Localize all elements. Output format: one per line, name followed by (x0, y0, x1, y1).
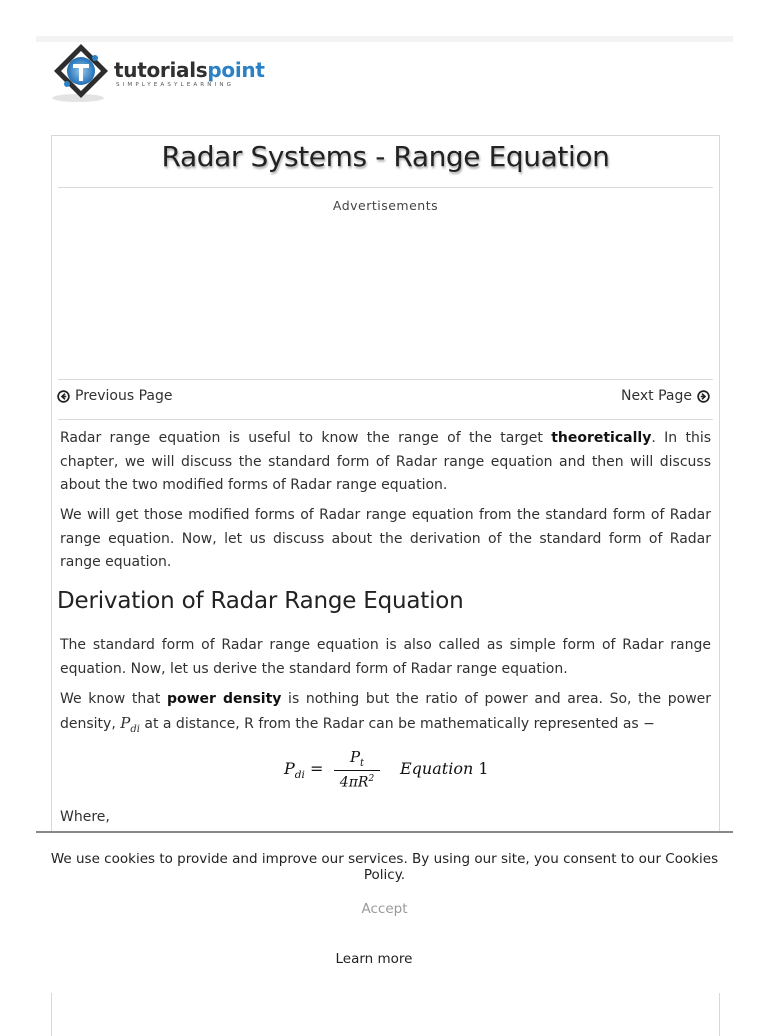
fraction-bar (334, 770, 380, 771)
num-sub: t (360, 758, 365, 769)
previous-page-label: Previous Page (75, 388, 173, 404)
logo-wordmark-part2: point (207, 58, 265, 82)
circle-arrow-right-icon (697, 390, 710, 403)
pd-text-cont: is nothing but the ratio of power and area. So, the power density, (60, 691, 712, 732)
den-expr: 4πR (339, 774, 369, 791)
advertisements-label: Advertisements (332, 198, 439, 213)
pd-text: We know that (60, 691, 167, 707)
bold-term-theoretically: theoretically (551, 430, 652, 446)
cookie-banner (36, 831, 733, 993)
section-heading: Derivation of Radar Range Equation (57, 588, 464, 614)
next-page-label: Next Page (621, 388, 692, 404)
inline-math-pdi (120, 713, 140, 735)
next-page-link[interactable] (621, 388, 710, 404)
divider (58, 419, 713, 420)
fraction-denominator (334, 774, 380, 791)
bold-term-power-density: power density (166, 691, 282, 707)
site-logo[interactable] (48, 40, 278, 106)
intro-text-cont: . In this chapter, we will discuss the standard form of Radar range equation and then will discuss about the two modified forms of Radar range equation. (60, 430, 712, 493)
logo-tagline: SIMPLYEASYLEARNING (116, 82, 235, 88)
intro-text: Radar range equation is useful to know the range of the target (60, 430, 552, 446)
modified-forms-paragraph: We will get those modified forms of Radar range equation from the standard form of Radar range equation. Now, let us discuss about the derivation of the standard form of Radar range equation. (60, 507, 711, 570)
where-label: Where, (60, 809, 110, 825)
logo-emblem-icon (48, 40, 118, 106)
accept-cookies-button[interactable]: Accept (361, 901, 408, 917)
fraction-numerator (334, 748, 380, 768)
divider (58, 379, 713, 380)
power-density-paragraph (60, 688, 711, 741)
intro-paragraph (60, 427, 711, 498)
eq-lhs-sub: di (294, 769, 305, 782)
equation-fraction (334, 748, 380, 791)
page-title: Radar Systems - Range Equation (161, 140, 610, 173)
pd-text-end: at a distance, R from the Radar can be mathematically represented as − (139, 715, 655, 732)
standard-form-paragraph: The standard form of Radar range equation is also called as simple form of Radar range equation. Now, let us derive the standard form of Radar range equation. (60, 637, 711, 677)
previous-page-link[interactable] (57, 388, 173, 404)
eq-lhs-var: P (284, 759, 295, 778)
equation-label (400, 759, 489, 778)
eq-label-text: Equation (400, 759, 474, 778)
learn-more-link[interactable]: Learn more (335, 951, 413, 967)
divider (58, 187, 713, 188)
inline-math-var: P (120, 713, 131, 732)
inline-math-sub: di (130, 723, 140, 735)
eq-equals: = (304, 759, 324, 778)
circle-arrow-left-icon (57, 390, 70, 403)
logo-wordmark-part1: tutorials (114, 58, 208, 82)
logo-wordmark (114, 58, 265, 82)
eq-label-number: 1 (478, 759, 489, 778)
den-sup: 2 (368, 774, 375, 784)
equation-lhs (284, 759, 323, 781)
cookie-message: We use cookies to provide and improve our services. By using our site, you consent to our Cookies Policy. (50, 851, 719, 883)
num-var: P (349, 748, 361, 766)
